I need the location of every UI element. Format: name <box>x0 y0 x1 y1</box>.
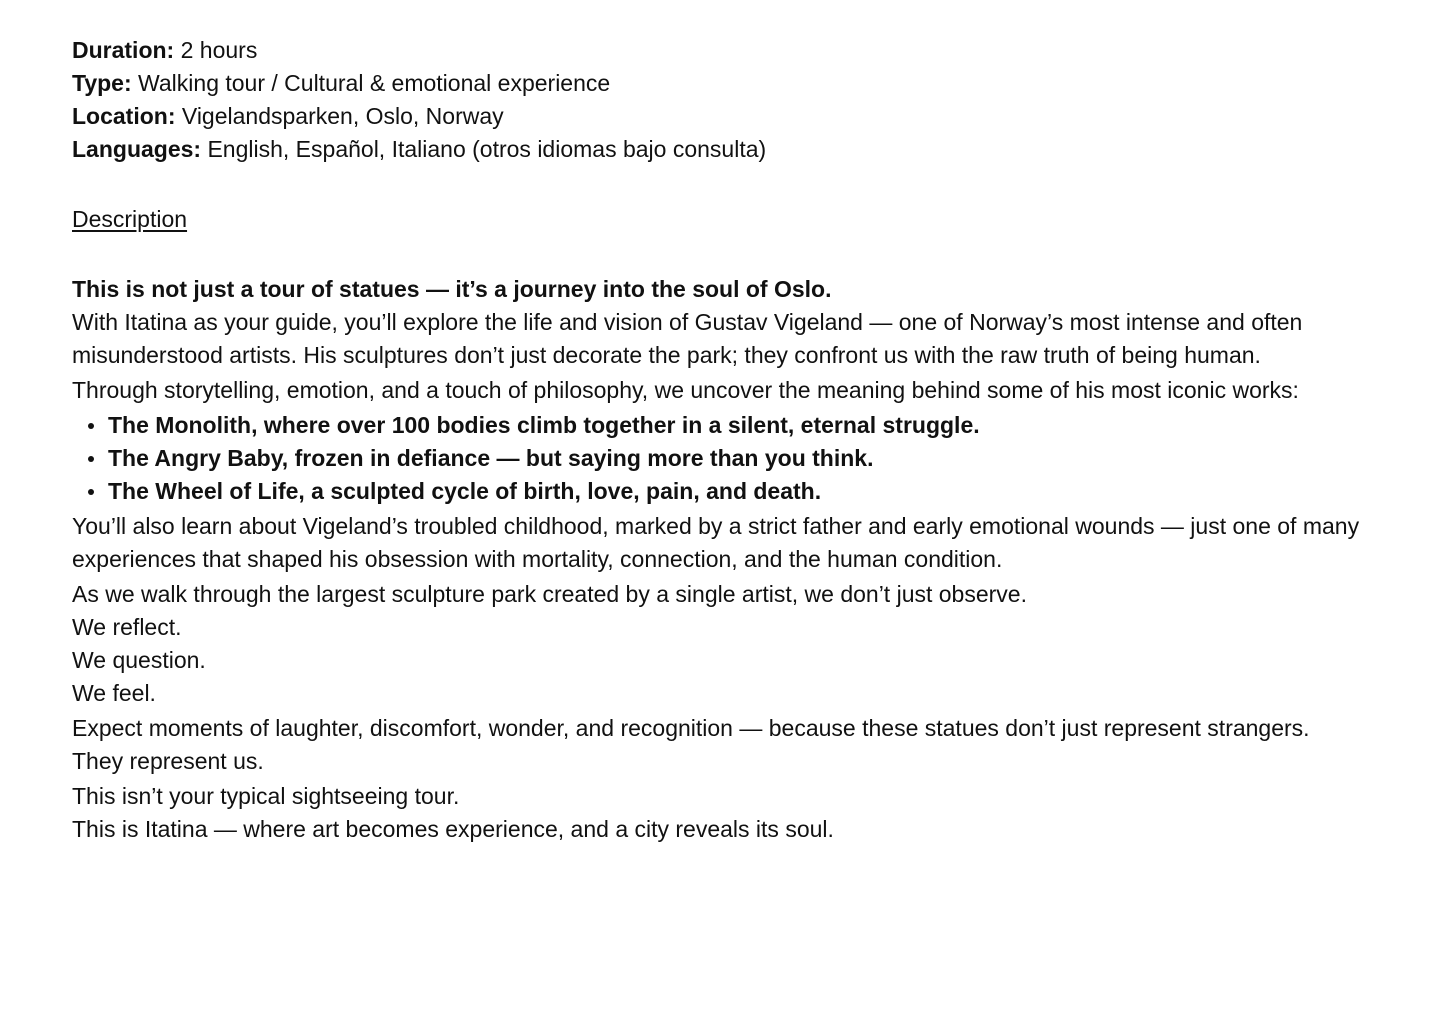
type-label: Type: <box>72 70 132 96</box>
type-row <box>72 67 1372 100</box>
duration-row <box>72 34 1372 67</box>
list-item: The Monolith, where over 100 bodies climb together in a silent, eternal struggle. <box>108 409 1372 442</box>
description-paragraph <box>72 780 1372 846</box>
languages-label: Languages: <box>72 136 202 162</box>
description-line: As we walk through the largest sculpture park created by a single artist, we don’t just observe. <box>72 581 1027 607</box>
description-lead: This is not just a tour of statues — it’s a journey into the soul of Oslo. <box>72 276 832 302</box>
location-label: Location: <box>72 103 176 129</box>
duration-value: 2 hours <box>174 37 258 63</box>
type-value: Walking tour / Cultural & emotional experience <box>131 70 611 96</box>
iconic-works-list <box>72 409 1372 508</box>
location-value: Vigelandsparken, Oslo, Norway <box>175 103 504 129</box>
list-item: The Angry Baby, frozen in defiance — but saying more than you think. <box>108 442 1372 475</box>
description-line: We feel. <box>72 680 156 706</box>
list-item: The Wheel of Life, a sculpted cycle of birth, love, pain, and death. <box>108 475 1372 508</box>
tour-details-page <box>72 34 1372 846</box>
description-paragraph: With Itatina as your guide, you’ll explore the life and vision of Gustav Vigeland — one of Norway’s most intense and often misunderstood artists. His sculptures don’t just decorate the park; they confront us with the raw truth of being human. <box>72 309 1303 368</box>
description-paragraph <box>72 578 1372 710</box>
description-line: We reflect. <box>72 614 182 640</box>
languages-row <box>72 133 1372 166</box>
duration-label: Duration: <box>72 37 175 63</box>
description-line: Expect moments of laughter, discomfort, wonder, and recognition — because these statues don’t just represent strangers. <box>72 715 1310 741</box>
description-paragraph <box>72 712 1372 778</box>
description-line: They represent us. <box>72 748 264 774</box>
description-paragraph: Through storytelling, emotion, and a touch of philosophy, we uncover the meaning behind some of his most iconic works: <box>72 377 1299 403</box>
tour-details <box>72 34 1372 166</box>
description-line: We question. <box>72 647 206 673</box>
description-heading: Description <box>72 206 188 232</box>
description-paragraph: You’ll also learn about Vigeland’s troubled childhood, marked by a strict father and early emotional wounds — just one of many experiences that shaped his obsession with mortality, connection, and the human condition. <box>72 513 1360 572</box>
location-row <box>72 100 1372 133</box>
languages-value: English, Español, Italiano (otros idiomas bajo consulta) <box>201 136 767 162</box>
description-line: This is Itatina — where art becomes experience, and a city reveals its soul. <box>72 816 834 842</box>
description-line: This isn’t your typical sightseeing tour. <box>72 783 460 809</box>
